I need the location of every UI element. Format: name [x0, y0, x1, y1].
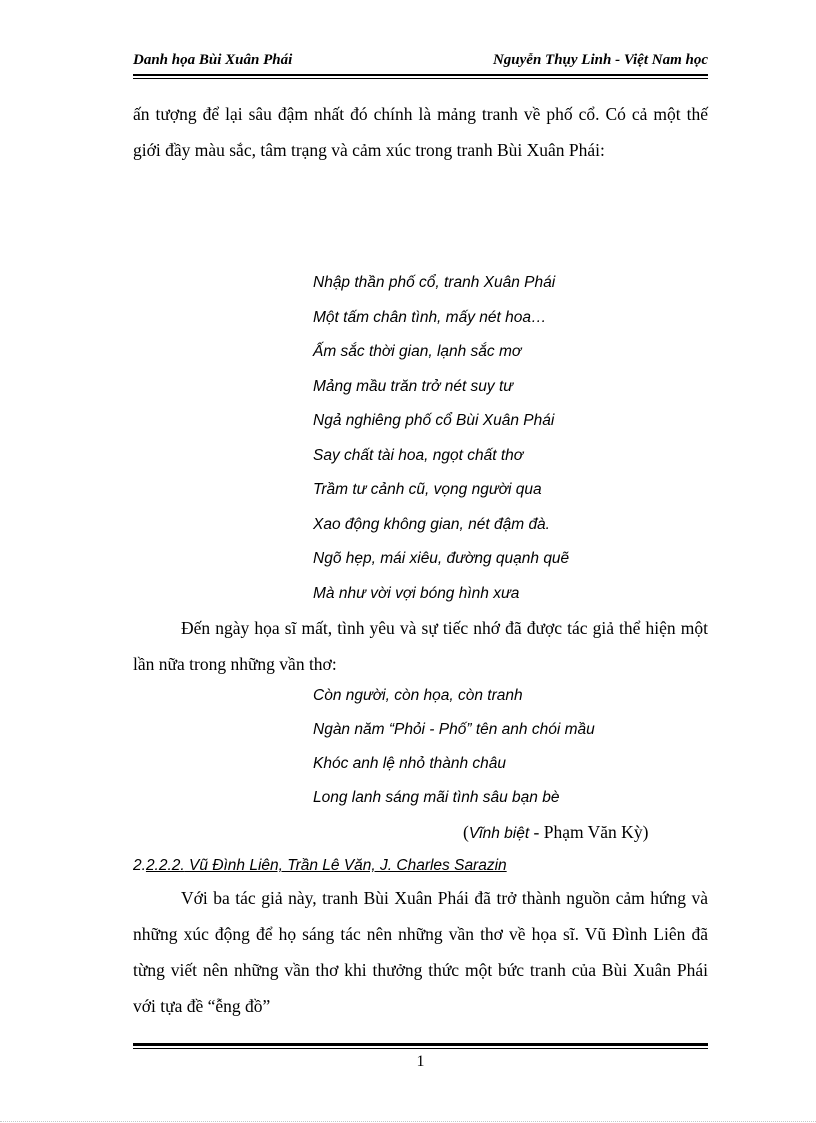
- poem-line: Xao động không gian, nét đậm đà.: [313, 515, 550, 533]
- page-edge: [0, 1121, 816, 1122]
- poem-line: Trầm tư cảnh cũ, vọng người qua: [313, 481, 542, 498]
- section-title: [146, 857, 507, 874]
- header-rule-thin: [133, 78, 708, 79]
- poem-line: Ngàn năm “Phỏi - Phố” tên anh chói mầu: [313, 721, 595, 738]
- header-title-right: Nguyễn Thụy Linh - Việt Nam học: [492, 52, 708, 68]
- footer-rule: [133, 1043, 708, 1046]
- section-number: 2.2.2.: [145, 857, 185, 874]
- footer-rule-thin: [133, 1048, 708, 1049]
- section-heading: [133, 852, 507, 880]
- poem-line: Say chất tài hoa, ngọt chất thơ: [313, 446, 524, 464]
- poem-line: Ngõ hẹp, mái xiêu, đường quạnh quẽ: [313, 550, 570, 567]
- section-number-prefix: 2.: [133, 857, 146, 874]
- poem-line: Nhập thần phố cổ, tranh Xuân Phái: [313, 274, 556, 291]
- poem-line: Mảng mầu trăn trở nét suy tư: [313, 377, 514, 395]
- poem-line: Ấm sắc thời gian, lạnh sắc mơ: [313, 343, 522, 360]
- poem-line: Mà như vời vợi bóng hình xưa: [313, 584, 520, 602]
- poem-citation: [463, 817, 648, 849]
- paragraph-intro: ấn tượng để lại sâu đậm nhất đó chính là mảng tranh về phố cổ. Có cả một thế giới đầy màu sắc, tâm trạng và cảm xúc trong tranh Bùi Xuân Phái:: [133, 104, 708, 160]
- poem-pho-co: [313, 270, 713, 615]
- header-rule: [133, 74, 708, 76]
- section-title-text: Vũ Đình Liên, Trần Lê Văn, J. Charles Sarazin: [184, 857, 507, 874]
- poem-line: Ngả nghiêng phố cổ Bùi Xuân Phái: [313, 412, 555, 429]
- page-header: [133, 50, 708, 74]
- citation-author: - Phạm Văn Kỳ): [529, 822, 649, 842]
- poem-line: Một tấm chân tình, mấy nét hoa…: [313, 308, 547, 326]
- poem-vinh-biet: [313, 683, 713, 819]
- citation-source: Vĩnh biệt: [468, 825, 530, 842]
- header-title-left: Danh họa Bùi Xuân Phái: [133, 52, 293, 68]
- paragraph-memorial: Đến ngày họa sĩ mất, tình yêu và sự tiếc nhớ đã được tác giả thể hiện một lần nữa trong những vần thơ:: [133, 618, 708, 674]
- poem-line: Còn người, còn họa, còn tranh: [313, 687, 523, 704]
- poem-line: Long lanh sáng mãi tình sâu bạn bè: [313, 789, 560, 806]
- paragraph-authors: Với ba tác giả này, tranh Bùi Xuân Phái đã trở thành nguồn cảm hứng và những xúc động để họ sáng tác nên những vần thơ về họa sĩ. Vũ Đình Liên đã từng viết nên những vần thơ khi thưởng thức một bức tranh của Bùi Xuân Phái với tựa đề “ễng đồ”: [133, 888, 708, 1016]
- citation-open: (: [463, 822, 469, 842]
- page-number: 1: [416, 1053, 425, 1070]
- poem-line: Khóc anh lệ nhỏ thành châu: [313, 755, 507, 772]
